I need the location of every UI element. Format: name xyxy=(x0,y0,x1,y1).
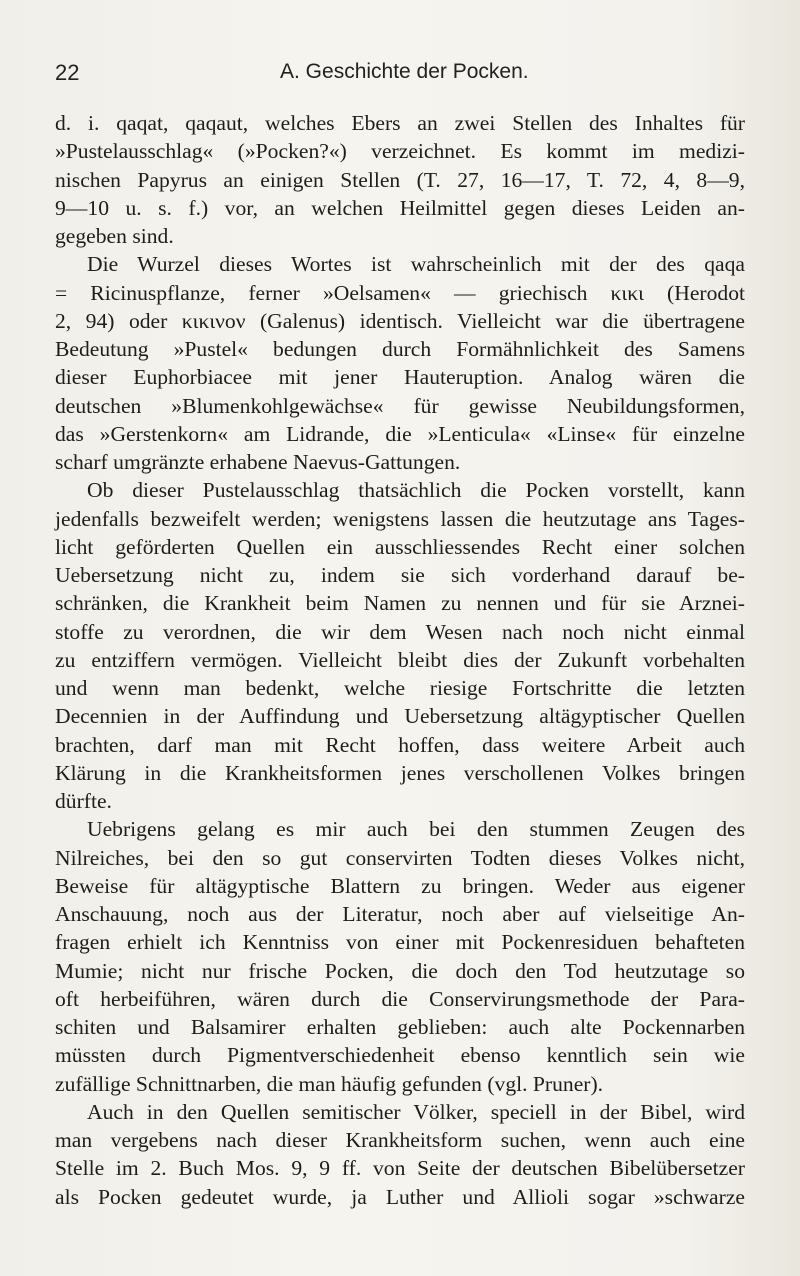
text-line: zu entziffern vermögen. Vielleicht bleibt dies der Zukunft vorbehalten xyxy=(55,647,745,672)
text-line: Stelle im 2. Buch Mos. 9, 9 ff. von Seite der deutschen Bibelübersetzer xyxy=(55,1156,745,1181)
text-line: dieser Euphorbiacee mit jener Hauteruption. Analog wären die xyxy=(55,365,745,390)
body-text xyxy=(55,109,745,1211)
text-line: stoffe zu verordnen, die wir dem Wesen nach noch nicht einmal xyxy=(55,619,745,644)
text-line: Anschauung, noch aus der Literatur, noch aber auf vielseitige An- xyxy=(55,902,745,926)
text-line: Klärung in die Krankheitsformen jenes verschollenen Volkes bringen xyxy=(55,760,745,785)
text-line: licht geförderten Quellen ein ausschliessendes Recht einer solchen xyxy=(55,534,745,559)
text-line: man vergebens nach dieser Krankheitsform suchen, wenn auch eine xyxy=(55,1128,745,1152)
text-line: jedenfalls bezweifelt werden; wenigstens lassen die heutzutage ans Tages- xyxy=(55,506,745,531)
text-line: zufällige Schnittnarben, die man häufig gefunden (vgl. Pruner). xyxy=(55,1071,604,1096)
text-line: d. i. qaqat, qaqaut, welches Ebers an zwei Stellen des Inhaltes für xyxy=(55,111,745,135)
page-number: 22 xyxy=(55,60,80,85)
text-line: schränken, die Krankheit beim Namen zu nennen und für sie Arznei- xyxy=(55,591,745,616)
text-line: Ob dieser Pustelausschlag thatsächlich die Pocken vorstellt, kann xyxy=(87,478,745,503)
text-line: 2, 94) oder κικινον (Galenus) identisch. Vielleicht war die übertragene xyxy=(55,308,745,333)
text-line: Bedeutung »Pustel« bedungen durch Formähnlichkeit des Samens xyxy=(55,337,745,361)
text-line: Die Wurzel dieses Wortes ist wahrscheinlich mit der des qaqa xyxy=(87,252,745,277)
text-line: scharf umgränzte erhabene Naevus-Gattungen. xyxy=(55,450,461,474)
text-line: = Ricinuspflanze, ferner »Oelsamen« — griechisch κικι (Herodot xyxy=(55,280,745,305)
text-line: das »Gerstenkorn« am Lidrande, die »Lenticula« «Linse« für einzelne xyxy=(55,421,745,446)
text-line: und wenn man bedenkt, welche riesige Fortschritte die letzten xyxy=(55,676,745,700)
text-line: gegeben sind. xyxy=(55,224,174,248)
text-line: nischen Papyrus an einigen Stellen (T. 27, 16—17, T. 72, 4, 8—9, xyxy=(55,167,745,192)
text-line: Uebrigens gelang es mir auch bei den stummen Zeugen des xyxy=(87,817,745,842)
running-title: A. Geschichte der Pocken. xyxy=(280,60,529,83)
text-line: Nilreiches, bei den so gut conservirten Todten dieses Volkes nicht, xyxy=(55,845,745,870)
text-line: Auch in den Quellen semitischer Völker, speciell in der Bibel, wird xyxy=(87,1099,745,1124)
text-line: Decennien in der Auffindung und Uebersetzung altägyptischer Quellen xyxy=(55,704,745,729)
text-line: Beweise für altägyptische Blattern zu bringen. Weder aus eigener xyxy=(55,873,745,898)
text-line: deutschen »Blumenkohlgewächse« für gewisse Neubildungsformen, xyxy=(55,393,745,418)
text-line: schiten und Balsamirer erhalten geblieben: auch alte Pockennarben xyxy=(55,1015,745,1039)
text-line: als Pocken gedeutet wurde, ja Luther und Allioli sogar »schwarze xyxy=(55,1184,745,1209)
text-line: oft herbeiführen, wären durch die Conservirungsmethode der Para- xyxy=(55,986,745,1011)
text-line: fragen erhielt ich Kenntniss von einer mit Pockenresiduen behafteten xyxy=(55,930,745,955)
page-header xyxy=(40,60,760,90)
text-line: 9—10 u. s. f.) vor, an welchen Heilmittel gegen dieses Leiden an- xyxy=(55,195,745,220)
text-line: brachten, darf man mit Recht hoffen, dass weitere Arbeit auch xyxy=(55,732,745,757)
text-line: dürfte. xyxy=(55,789,112,813)
text-line: Mumie; nicht nur frische Pocken, die doch den Tod heutzutage so xyxy=(55,958,745,983)
text-line: müssten durch Pigmentverschiedenheit ebenso kenntlich sein wie xyxy=(55,1043,745,1068)
text-line: »Pustelausschlag« (»Pocken?«) verzeichnet. Es kommt im medizi- xyxy=(55,139,745,164)
text-line: Uebersetzung nicht zu, indem sie sich vorderhand darauf be- xyxy=(55,563,745,587)
